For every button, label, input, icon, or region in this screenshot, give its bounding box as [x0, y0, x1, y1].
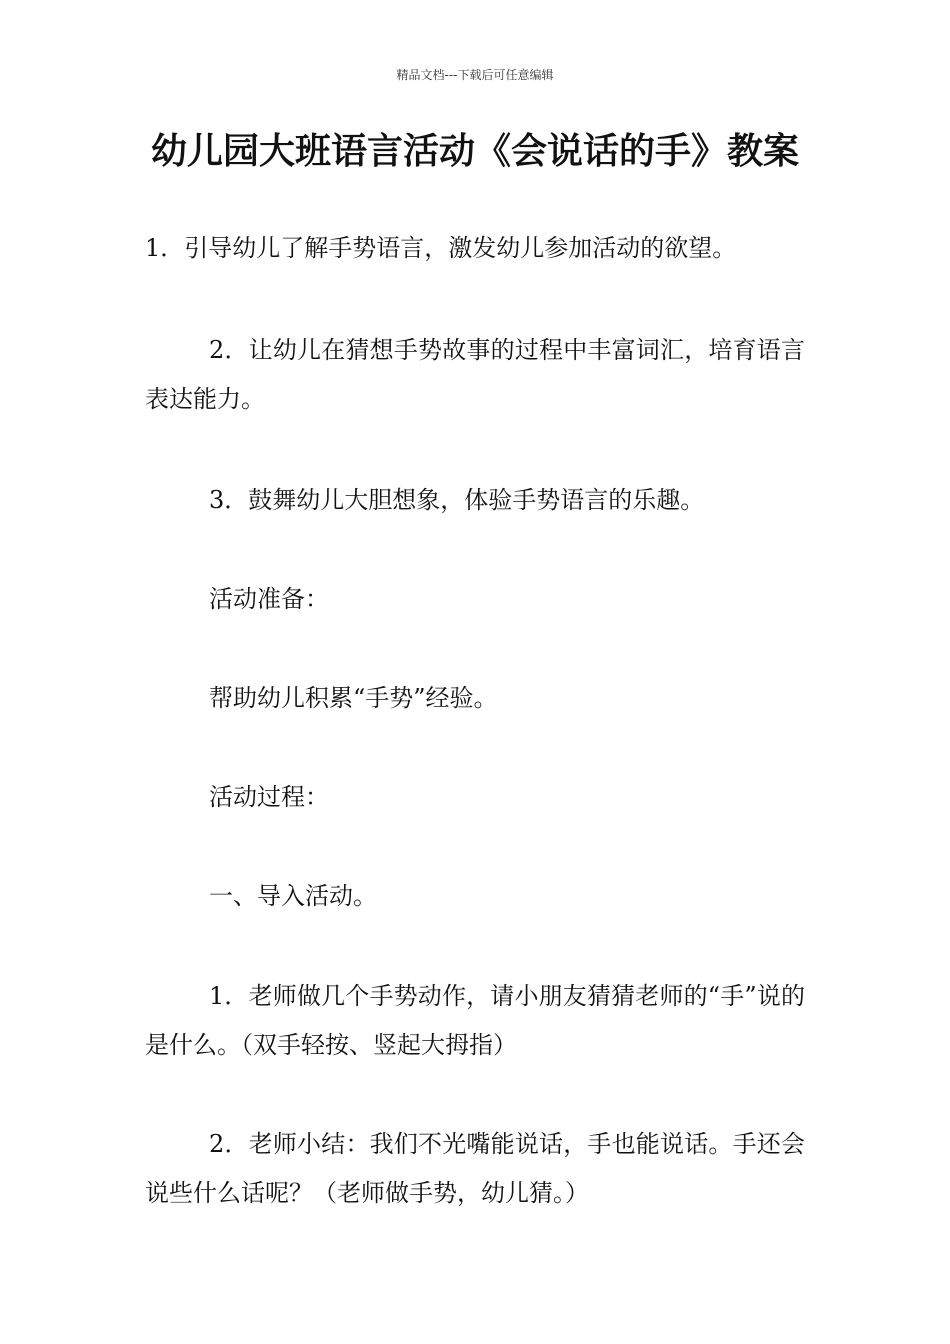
paragraph-objective-1: 1．引导幼儿了解手势语言，激发幼儿参加活动的欲望。 [145, 234, 737, 262]
paragraph-preparation-heading: 活动准备： [209, 585, 329, 613]
paragraph-preparation-body: 帮助幼儿积累“手势”经验。 [209, 684, 498, 712]
paragraph-objective-2: 2．让幼儿在猜想手势故事的过程中丰富词汇，培育语言表达能力。 [145, 336, 805, 413]
paragraph-process-heading: 活动过程： [209, 783, 329, 811]
paragraph-objective-3: 3．鼓舞幼儿大胆想象，体验手势语言的乐趣。 [209, 486, 705, 514]
paragraph-step-1: 1．老师做几个手势动作，请小朋友猜猜老师的“手”说的是什么。（双手轻按、竖起大拇指） [145, 982, 805, 1059]
header-note: 精品文档---下载后可任意编辑 [396, 68, 554, 82]
paragraph-section-one: 一、导入活动。 [209, 882, 377, 910]
paragraph-step-2: 2．老师小结：我们不光嘴能说话，手也能说话。手还会说些什么话呢？（老师做手势，幼儿猜。） [145, 1130, 805, 1207]
document-title: 幼儿园大班语言活动《会说话的手》教案 [150, 131, 799, 172]
